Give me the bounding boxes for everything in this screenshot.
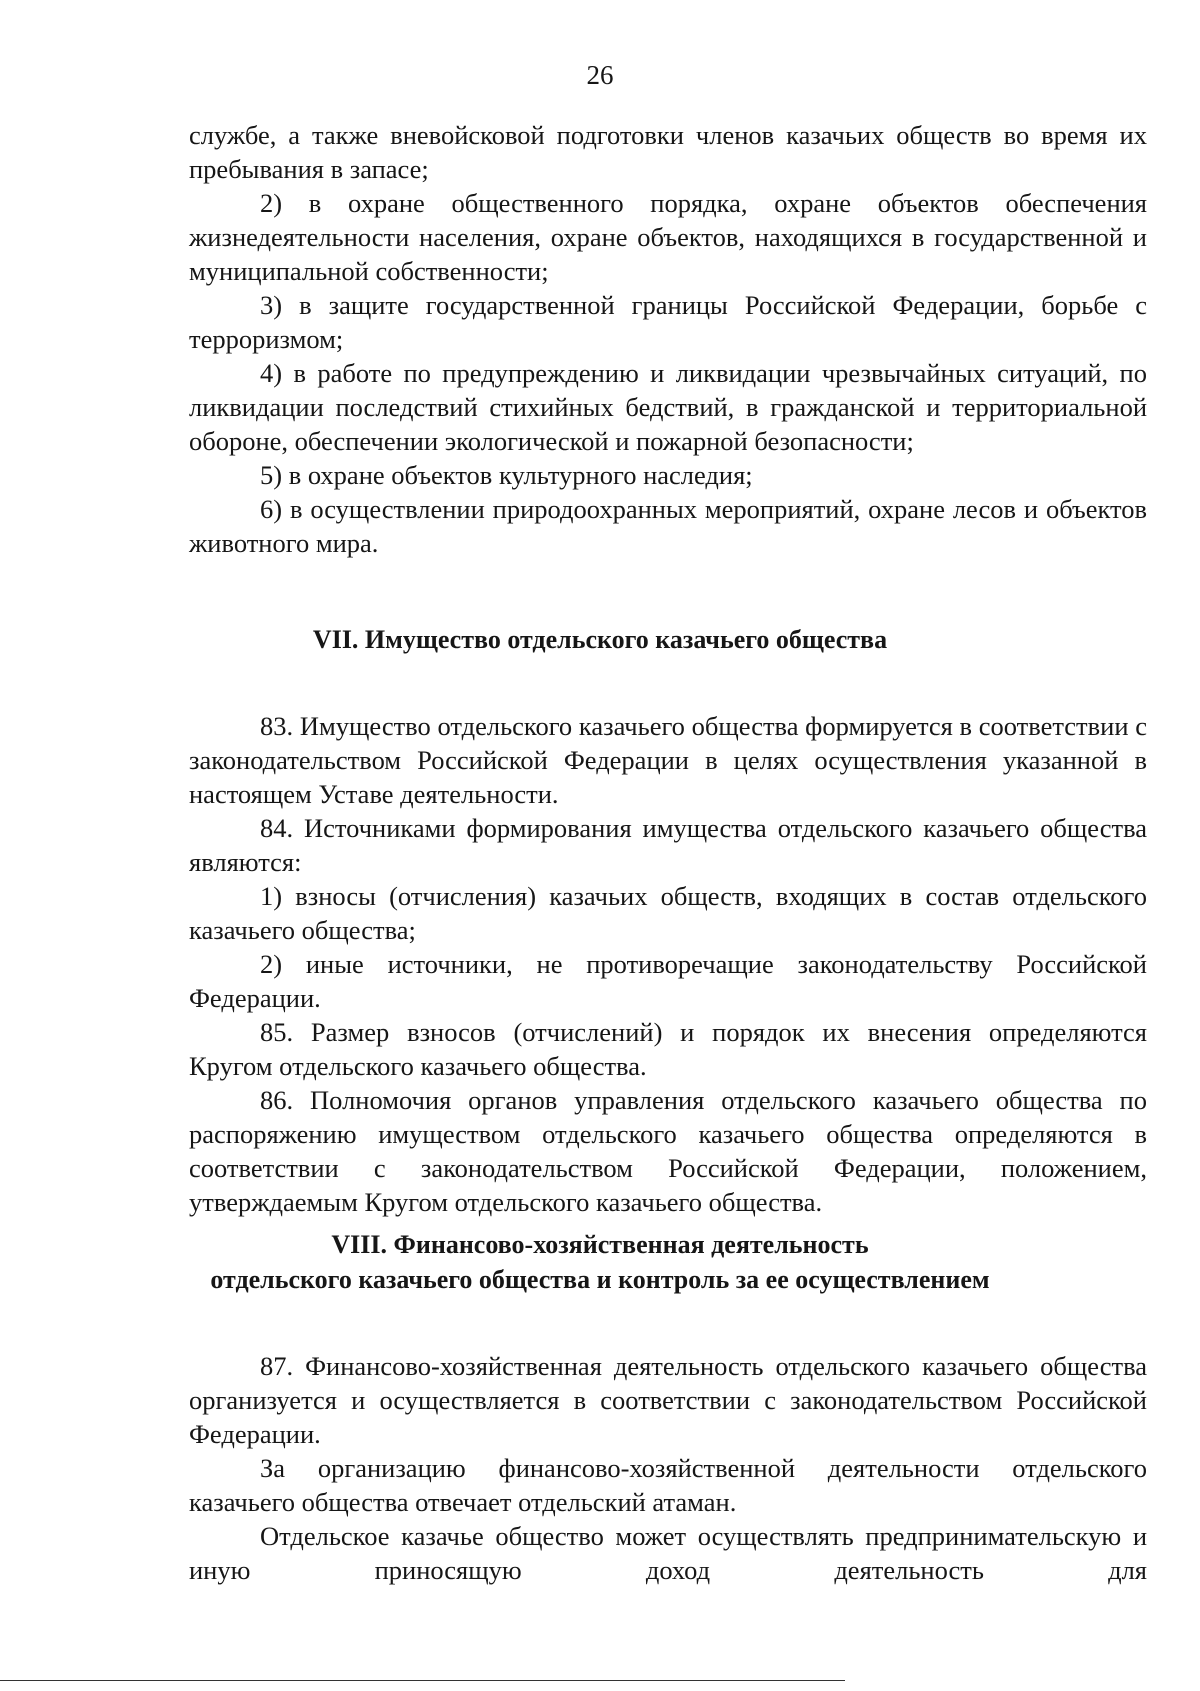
bottom-rule bbox=[0, 1680, 845, 1681]
section-vii-body bbox=[189, 709, 1147, 1219]
section-heading-viii-line1: VIII. Финансово-хозяйственная деятельность bbox=[331, 1230, 869, 1259]
clause-85: 85. Размер взносов (отчислений) и порядок их внесения определяются Кругом отдельского казачьего общества. bbox=[189, 1017, 1147, 1081]
continuation-list bbox=[189, 118, 1147, 560]
paragraph: Отдельское казачье общество может осуществлять предпринимательскую и иную приносящую доход деятельность для bbox=[189, 1521, 1147, 1585]
list-item: 2) иные источники, не противоречащие законодательству Российской Федерации. bbox=[189, 949, 1147, 1013]
list-item: 1) взносы (отчисления) казачьих обществ, входящих в состав отдельского казачьего общества; bbox=[189, 881, 1147, 945]
clause-84: 84. Источниками формирования имущества отдельского казачьего общества являются: bbox=[189, 813, 1147, 877]
paragraph: службе, а также вневойсковой подготовки членов казачьих обществ во время их пребывания в запасе; bbox=[189, 120, 1147, 184]
clause-83: 83. Имущество отдельского казачьего общества формируется в соответствии с законодательством Российской Федерации в целях осуществления указанной в настоящем Уставе деятельности. bbox=[189, 711, 1147, 809]
paragraph: За организацию финансово-хозяйственной деятельности отдельского казачьего общества отвечает отдельский атаман. bbox=[189, 1453, 1147, 1517]
section-viii-body bbox=[189, 1349, 1147, 1587]
page-number: 26 bbox=[586, 60, 614, 90]
section-heading-viii-line2: отдельского казачьего общества и контроль за ее осуществлением bbox=[210, 1265, 990, 1294]
list-item: 5) в охране объектов культурного наследия; bbox=[260, 460, 753, 490]
list-item: 4) в работе по предупреждению и ликвидации чрезвычайных ситуаций, по ликвидации последствий стихийных бедствий, в гражданской и территориальной обороне, обеспечении экологической и пожарной безопасности; bbox=[189, 358, 1147, 456]
section-heading-vii: VII. Имущество отдельского казачьего общества bbox=[312, 625, 888, 654]
list-item: 6) в осуществлении природоохранных мероприятий, охране лесов и объектов животного мира. bbox=[189, 494, 1147, 558]
clause-87: 87. Финансово-хозяйственная деятельность отдельского казачьего общества организуется и осуществляется в соответствии с законодательством Российской Федерации. bbox=[189, 1351, 1147, 1449]
list-item: 3) в защите государственной границы Российской Федерации, борьбе с терроризмом; bbox=[189, 290, 1147, 354]
list-item: 2) в охране общественного порядка, охране объектов обеспечения жизнедеятельности населения, охране объектов, находящихся в государственной и муниципальной собственности; bbox=[189, 188, 1147, 286]
clause-86: 86. Полномочия органов управления отдельского казачьего общества по распоряжению имуществом отдельского казачьего общества определяются в соответствии с законодательством Российской Федерации, положением, утверждаемым Кругом отдельского казачьего общества. bbox=[189, 1085, 1147, 1217]
